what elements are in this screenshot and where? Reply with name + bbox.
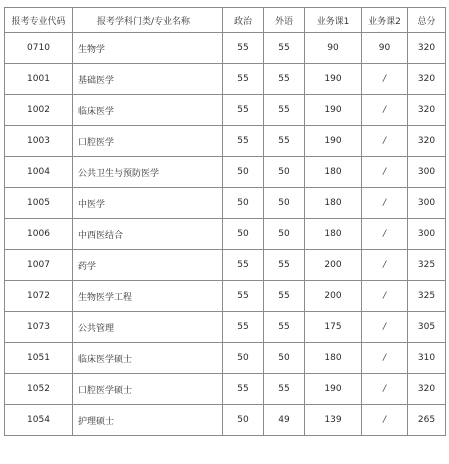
score-line-table <box>4 7 446 436</box>
cell-politics: 50 <box>223 188 264 219</box>
table-body <box>5 33 446 436</box>
cell-name: 中西医结合 <box>73 219 223 250</box>
cell-code: 1054 <box>5 405 73 436</box>
cell-foreign: 55 <box>264 95 305 126</box>
cell-total: 320 <box>408 95 446 126</box>
cell-business2: 90 <box>362 33 408 64</box>
cell-total: 320 <box>408 374 446 405</box>
cell-business2: / <box>362 312 408 343</box>
cell-business1: 139 <box>305 405 362 436</box>
cell-name: 基础医学 <box>73 64 223 95</box>
cell-business1: 180 <box>305 188 362 219</box>
cell-business2: / <box>362 95 408 126</box>
table-row <box>5 126 446 157</box>
cell-foreign: 55 <box>264 64 305 95</box>
cell-code: 1002 <box>5 95 73 126</box>
table-row <box>5 95 446 126</box>
cell-name: 中医学 <box>73 188 223 219</box>
cell-total: 300 <box>408 219 446 250</box>
cell-name: 公共卫生与预防医学 <box>73 157 223 188</box>
cell-code: 0710 <box>5 33 73 64</box>
header-foreign: 外语 <box>264 8 305 33</box>
table-row <box>5 157 446 188</box>
cell-politics: 55 <box>223 64 264 95</box>
table-row <box>5 343 446 374</box>
table-row <box>5 33 446 64</box>
cell-foreign: 55 <box>264 33 305 64</box>
cell-foreign: 49 <box>264 405 305 436</box>
cell-foreign: 55 <box>264 281 305 312</box>
cell-foreign: 55 <box>264 126 305 157</box>
cell-code: 1007 <box>5 250 73 281</box>
cell-code: 1051 <box>5 343 73 374</box>
cell-business2: / <box>362 281 408 312</box>
cell-name: 口腔医学硕士 <box>73 374 223 405</box>
cell-foreign: 50 <box>264 219 305 250</box>
cell-politics: 50 <box>223 157 264 188</box>
cell-business1: 190 <box>305 374 362 405</box>
cell-business1: 180 <box>305 157 362 188</box>
cell-name: 临床医学 <box>73 95 223 126</box>
table-row <box>5 312 446 343</box>
table-row <box>5 405 446 436</box>
cell-name: 药学 <box>73 250 223 281</box>
cell-code: 1005 <box>5 188 73 219</box>
cell-foreign: 50 <box>264 188 305 219</box>
cell-business2: / <box>362 405 408 436</box>
table-row <box>5 250 446 281</box>
cell-code: 1073 <box>5 312 73 343</box>
header-business2: 业务课2 <box>362 8 408 33</box>
cell-business2: / <box>362 188 408 219</box>
header-name: 报考学科门类/专业名称 <box>73 8 223 33</box>
cell-name: 临床医学硕士 <box>73 343 223 374</box>
cell-name: 口腔医学 <box>73 126 223 157</box>
cell-total: 320 <box>408 126 446 157</box>
cell-business1: 200 <box>305 250 362 281</box>
cell-code: 1052 <box>5 374 73 405</box>
cell-code: 1072 <box>5 281 73 312</box>
cell-politics: 55 <box>223 33 264 64</box>
table-row <box>5 188 446 219</box>
cell-business1: 180 <box>305 343 362 374</box>
cell-foreign: 50 <box>264 157 305 188</box>
cell-foreign: 55 <box>264 250 305 281</box>
cell-politics: 55 <box>223 312 264 343</box>
table-row <box>5 374 446 405</box>
cell-politics: 55 <box>223 95 264 126</box>
cell-total: 300 <box>408 188 446 219</box>
cell-business2: / <box>362 343 408 374</box>
cell-code: 1006 <box>5 219 73 250</box>
cell-foreign: 55 <box>264 312 305 343</box>
cell-total: 265 <box>408 405 446 436</box>
cell-name: 生物医学工程 <box>73 281 223 312</box>
cell-code: 1001 <box>5 64 73 95</box>
cell-business1: 175 <box>305 312 362 343</box>
cell-total: 320 <box>408 33 446 64</box>
table-row <box>5 64 446 95</box>
cell-politics: 55 <box>223 281 264 312</box>
cell-foreign: 50 <box>264 343 305 374</box>
cell-business1: 190 <box>305 126 362 157</box>
cell-business2: / <box>362 126 408 157</box>
cell-business1: 190 <box>305 64 362 95</box>
table-header-row <box>5 8 446 33</box>
cell-business2: / <box>362 157 408 188</box>
cell-total: 310 <box>408 343 446 374</box>
table-row <box>5 219 446 250</box>
cell-business2: / <box>362 250 408 281</box>
cell-business1: 200 <box>305 281 362 312</box>
cell-total: 325 <box>408 281 446 312</box>
header-business1: 业务课1 <box>305 8 362 33</box>
table-row <box>5 281 446 312</box>
cell-total: 300 <box>408 157 446 188</box>
score-table-sheet <box>4 7 445 462</box>
cell-business2: / <box>362 374 408 405</box>
cell-total: 325 <box>408 250 446 281</box>
header-politics: 政治 <box>223 8 264 33</box>
cell-business2: / <box>362 64 408 95</box>
cell-code: 1003 <box>5 126 73 157</box>
cell-name: 生物学 <box>73 33 223 64</box>
cell-politics: 55 <box>223 374 264 405</box>
cell-business2: / <box>362 219 408 250</box>
cell-politics: 50 <box>223 405 264 436</box>
cell-business1: 90 <box>305 33 362 64</box>
cell-total: 320 <box>408 64 446 95</box>
cell-politics: 55 <box>223 250 264 281</box>
header-total: 总分 <box>408 8 446 33</box>
cell-code: 1004 <box>5 157 73 188</box>
cell-name: 公共管理 <box>73 312 223 343</box>
cell-politics: 50 <box>223 343 264 374</box>
cell-business1: 180 <box>305 219 362 250</box>
cell-foreign: 55 <box>264 374 305 405</box>
cell-total: 305 <box>408 312 446 343</box>
cell-name: 护理硕士 <box>73 405 223 436</box>
cell-politics: 50 <box>223 219 264 250</box>
header-code: 报考专业代码 <box>5 8 73 33</box>
cell-business1: 190 <box>305 95 362 126</box>
cell-politics: 55 <box>223 126 264 157</box>
